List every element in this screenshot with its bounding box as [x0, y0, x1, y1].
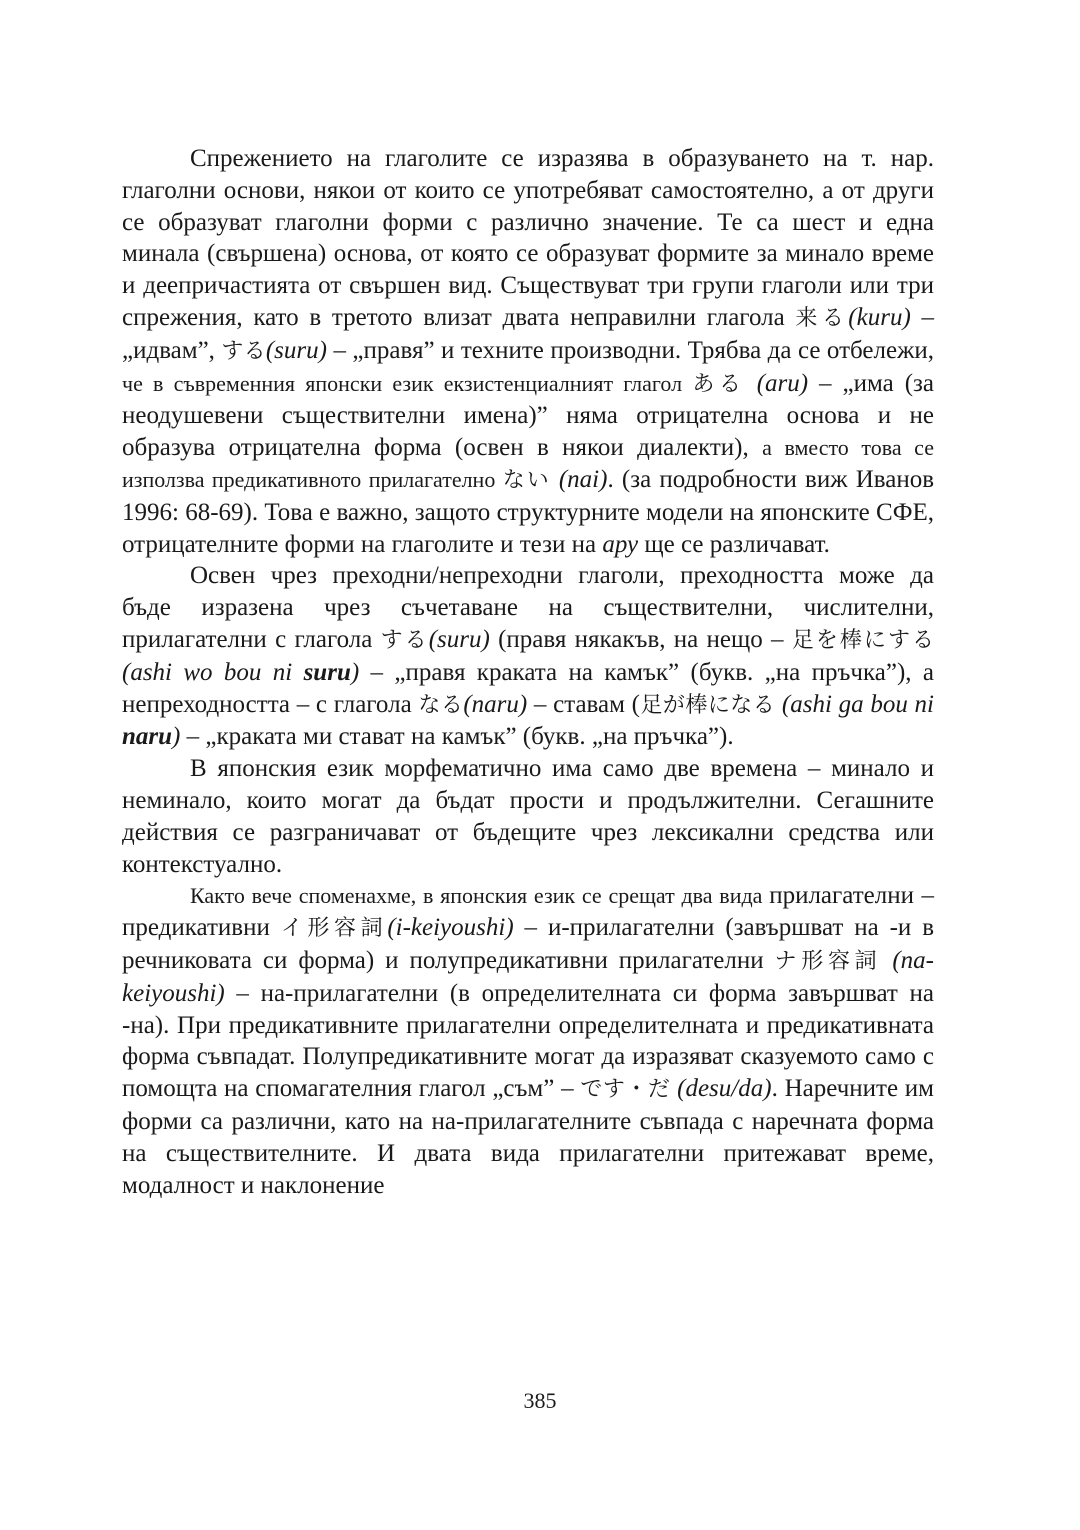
paragraph-2: [122, 560, 934, 753]
japanese-term: ある: [692, 371, 746, 397]
romaji-term: ): [172, 723, 181, 751]
romaji-term-bold: naru: [122, 723, 173, 751]
romaji-term: (i-keiyoushi): [387, 914, 514, 942]
page-number: 385: [523, 1388, 557, 1413]
text-run: Спрежението на глаголите се изразява в образуването на т. нар. глаголни основи, някои от които се употребяват самостоятелно, а от други се образуват глаголни форми с различно значение. Те са шест и една минала (свършена) основа, от която се образуват формите за минало време и деепричастията от свършен вид. Съществуват три групи глаголи или три спрежения, като в третото влизат двата неправилни глагола: [122, 145, 934, 331]
text-run: – „краката ми стават на камък” (букв. „на пръчка”).: [180, 723, 734, 751]
text-run: (правя някакъв, на нещо –: [489, 625, 792, 653]
japanese-term: ナ形容詞: [774, 948, 882, 974]
japanese-term: 来る: [795, 305, 849, 331]
japanese-term: ない: [502, 467, 551, 493]
text-run: прилагателни – предикативни: [122, 882, 934, 942]
text-run: – „правя” и техните производни. Трябва да се отбележи,: [326, 336, 934, 364]
romaji-term: (suru): [265, 336, 327, 364]
page-body: [122, 143, 934, 1201]
japanese-term: 足を棒にする: [791, 627, 934, 653]
cyrillic-term: ару: [602, 530, 639, 558]
text-run: а вместо това се използва предикативното прилагателно: [122, 435, 934, 492]
text-run: – „има (за неодушевени съществителни имена)” няма отрицателна основа и не образува отрицателна форма (освен в някои диалекти),: [122, 369, 934, 462]
romaji-term: (nai): [558, 465, 608, 493]
text-run: . Наречните им форми са различни, като на на-прилагателните съвпада с наречната форма на съществителните. И двата вида прилагателни притежават време, модалност и наклонение: [122, 1075, 934, 1199]
japanese-term: イ形容詞: [280, 916, 388, 942]
romaji-term-bold: suru: [303, 658, 351, 686]
romaji-term: (naru): [463, 690, 528, 718]
text-run: че в съвременния японски език екзистенциалният глагол: [122, 370, 693, 396]
text-run: ще се различават.: [638, 530, 830, 558]
romaji-term: (ashi wo bou ni: [122, 658, 304, 686]
paragraph-3: [122, 753, 934, 880]
romaji-term: (desu/da): [677, 1075, 772, 1103]
text-run: – „идвам”,: [122, 303, 934, 364]
text-run: – ставам (: [527, 690, 640, 718]
text-run: В японския език морфематично има само две времена – минало и неминало, които могат да бъдат прости и продължителни. Сегашните действия се разграничават от бъдещите чрез лексикални средства или контекстуално.: [122, 755, 934, 878]
text-run: – на-прилагателни (в определителната си форма завършват на -на). При предикативните прилагателни определителната и предикативната форма съвпадат. Полупредикативните могат да изразяват сказуемото само с помощта на спомагателния глагол „съм” –: [122, 979, 934, 1103]
japanese-term: です・だ: [580, 1077, 671, 1103]
text-run: Както вече споменахме, в японския език се срещат два вида: [190, 883, 770, 909]
text-run: Освен чрез преходни/непреходни глаголи, преходността може да бъде изразена чрез съчетаване на съществителни, числителни, прилагателни с глагола: [122, 562, 934, 653]
japanese-term: する: [380, 627, 429, 653]
romaji-term: (ashi ga bou ni: [781, 690, 934, 718]
japanese-term: なる: [418, 692, 464, 718]
text-run: . (за подробности виж Иванов 1996: 68-69). Това е важно, защото структурните модели на японските СФЕ, отрицателните форми на глаголите и тези на: [122, 465, 935, 558]
paragraph-1: [122, 143, 934, 560]
text-run: – „правя краката на камък” (букв. „на пръчка”), а непреходността – с глагола: [122, 658, 934, 718]
romaji-term: (aru): [756, 369, 809, 397]
romaji-term: (kuru): [848, 303, 911, 331]
japanese-term: する: [221, 338, 266, 364]
paragraph-4: [122, 880, 934, 1201]
romaji-term: (na-keiyoushi): [122, 946, 934, 1007]
text-run: – и-прилагателни (завършват на -и в речниковата си форма) и полупредикативни прилагателни: [122, 914, 934, 974]
romaji-term: ): [350, 658, 360, 686]
romaji-term: (suru): [428, 625, 490, 653]
japanese-term: 足が棒になる: [639, 692, 776, 718]
